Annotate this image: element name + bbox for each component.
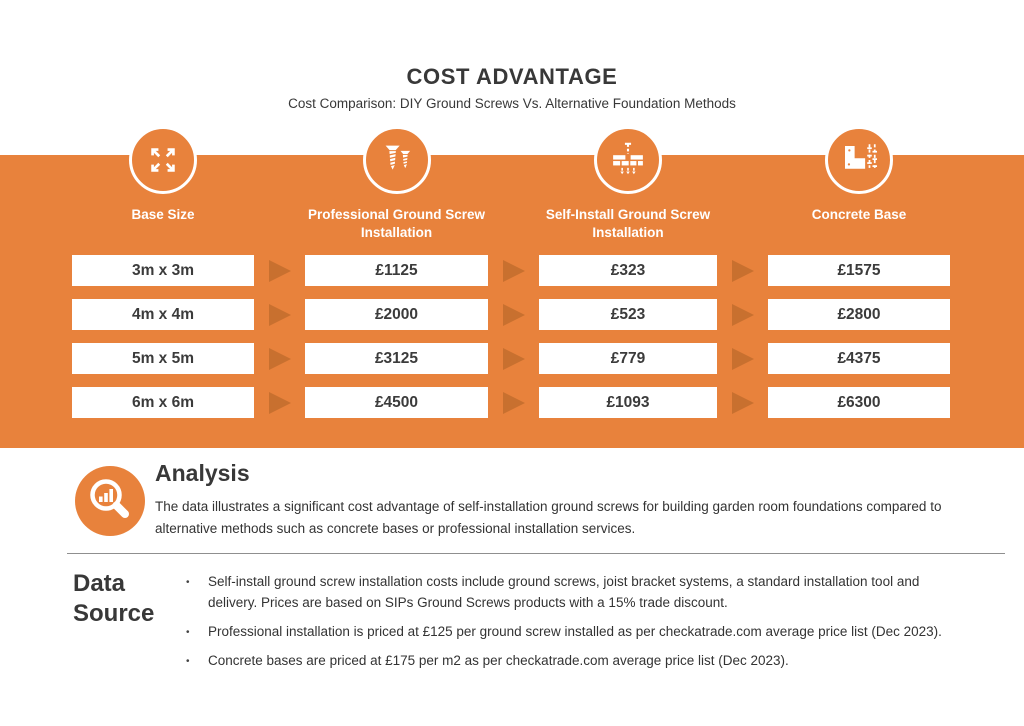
price-cell: £2000 xyxy=(305,299,488,330)
base-size-cell: 6m x 6m xyxy=(72,387,254,418)
column-header-concrete: Concrete Base xyxy=(811,207,907,222)
screws-icon xyxy=(363,126,431,194)
screw-into-ground-icon xyxy=(594,126,662,194)
price-cell: £2800 xyxy=(768,299,950,330)
price-cell: £1093 xyxy=(539,387,717,418)
table-row xyxy=(72,299,950,330)
data-source-bullet-text: Professional installation is priced at £125 per ground screw installed as per checkatrade.com average price list (Dec 2023). xyxy=(208,623,942,639)
price-cell: £779 xyxy=(539,343,717,374)
list-item xyxy=(186,651,943,672)
arrow-right-icon xyxy=(269,260,291,282)
data-source-bullet-text: Concrete bases are priced at £175 per m2 as per checkatrade.com average price list (Dec 2023). xyxy=(208,652,789,668)
data-source-bullet-text: Self-install ground screw installation costs include ground screws, joist bracket systems, a standard installation tool and delivery. Prices are based on SIPs Ground Screws products with a 15% trade discount. xyxy=(208,574,920,610)
arrow-right-icon xyxy=(732,348,754,370)
price-cell: £523 xyxy=(539,299,717,330)
arrow-right-icon xyxy=(503,348,525,370)
analysis-heading: Analysis xyxy=(155,460,250,486)
data-source-heading: Data Source xyxy=(73,570,155,627)
magnifier-chart-icon xyxy=(75,466,145,536)
base-size-cell: 5m x 5m xyxy=(72,343,254,374)
arrow-right-icon xyxy=(269,392,291,414)
arrow-right-icon xyxy=(732,304,754,326)
arrow-right-icon xyxy=(503,260,525,282)
bullet-icon: • xyxy=(186,626,190,638)
column-icons-row xyxy=(72,126,950,194)
arrow-right-icon xyxy=(732,392,754,414)
table-row xyxy=(72,343,950,374)
section-divider xyxy=(67,553,1005,554)
column-header-self-install: Self-Install Ground Screw Installation xyxy=(545,207,711,241)
base-size-cell: 4m x 4m xyxy=(72,299,254,330)
page-title: COST ADVANTAGE xyxy=(406,64,618,89)
price-cell: £3125 xyxy=(305,343,488,374)
concrete-base-icon xyxy=(825,126,893,194)
table-row xyxy=(72,255,950,286)
expand-arrows-icon xyxy=(129,126,197,194)
price-cell: £1125 xyxy=(305,255,488,286)
arrow-right-icon xyxy=(269,304,291,326)
data-source-list xyxy=(186,572,943,680)
column-headers-row xyxy=(72,206,950,242)
analysis-text: The data illustrates a significant cost advantage of self-installation ground screws for building garden room foundations compared to alternative methods such as concrete bases or professional installation services. xyxy=(155,499,942,537)
arrow-right-icon xyxy=(503,304,525,326)
arrow-right-icon xyxy=(732,260,754,282)
page-subtitle: Cost Comparison: DIY Ground Screws Vs. Alternative Foundation Methods xyxy=(288,96,736,111)
base-size-cell: 3m x 3m xyxy=(72,255,254,286)
list-item xyxy=(186,572,943,614)
bullet-icon: • xyxy=(186,655,190,667)
price-cell: £4500 xyxy=(305,387,488,418)
list-item xyxy=(186,622,943,643)
table-row xyxy=(72,387,950,418)
arrow-right-icon xyxy=(269,348,291,370)
price-cell: £323 xyxy=(539,255,717,286)
bullet-icon: • xyxy=(186,577,190,588)
price-cell: £6300 xyxy=(768,387,950,418)
column-header-professional: Professional Ground Screw Installation xyxy=(307,207,486,241)
price-cell: £4375 xyxy=(768,343,950,374)
price-cell: £1575 xyxy=(768,255,950,286)
arrow-right-icon xyxy=(503,392,525,414)
column-header-base-size: Base Size xyxy=(131,207,195,222)
